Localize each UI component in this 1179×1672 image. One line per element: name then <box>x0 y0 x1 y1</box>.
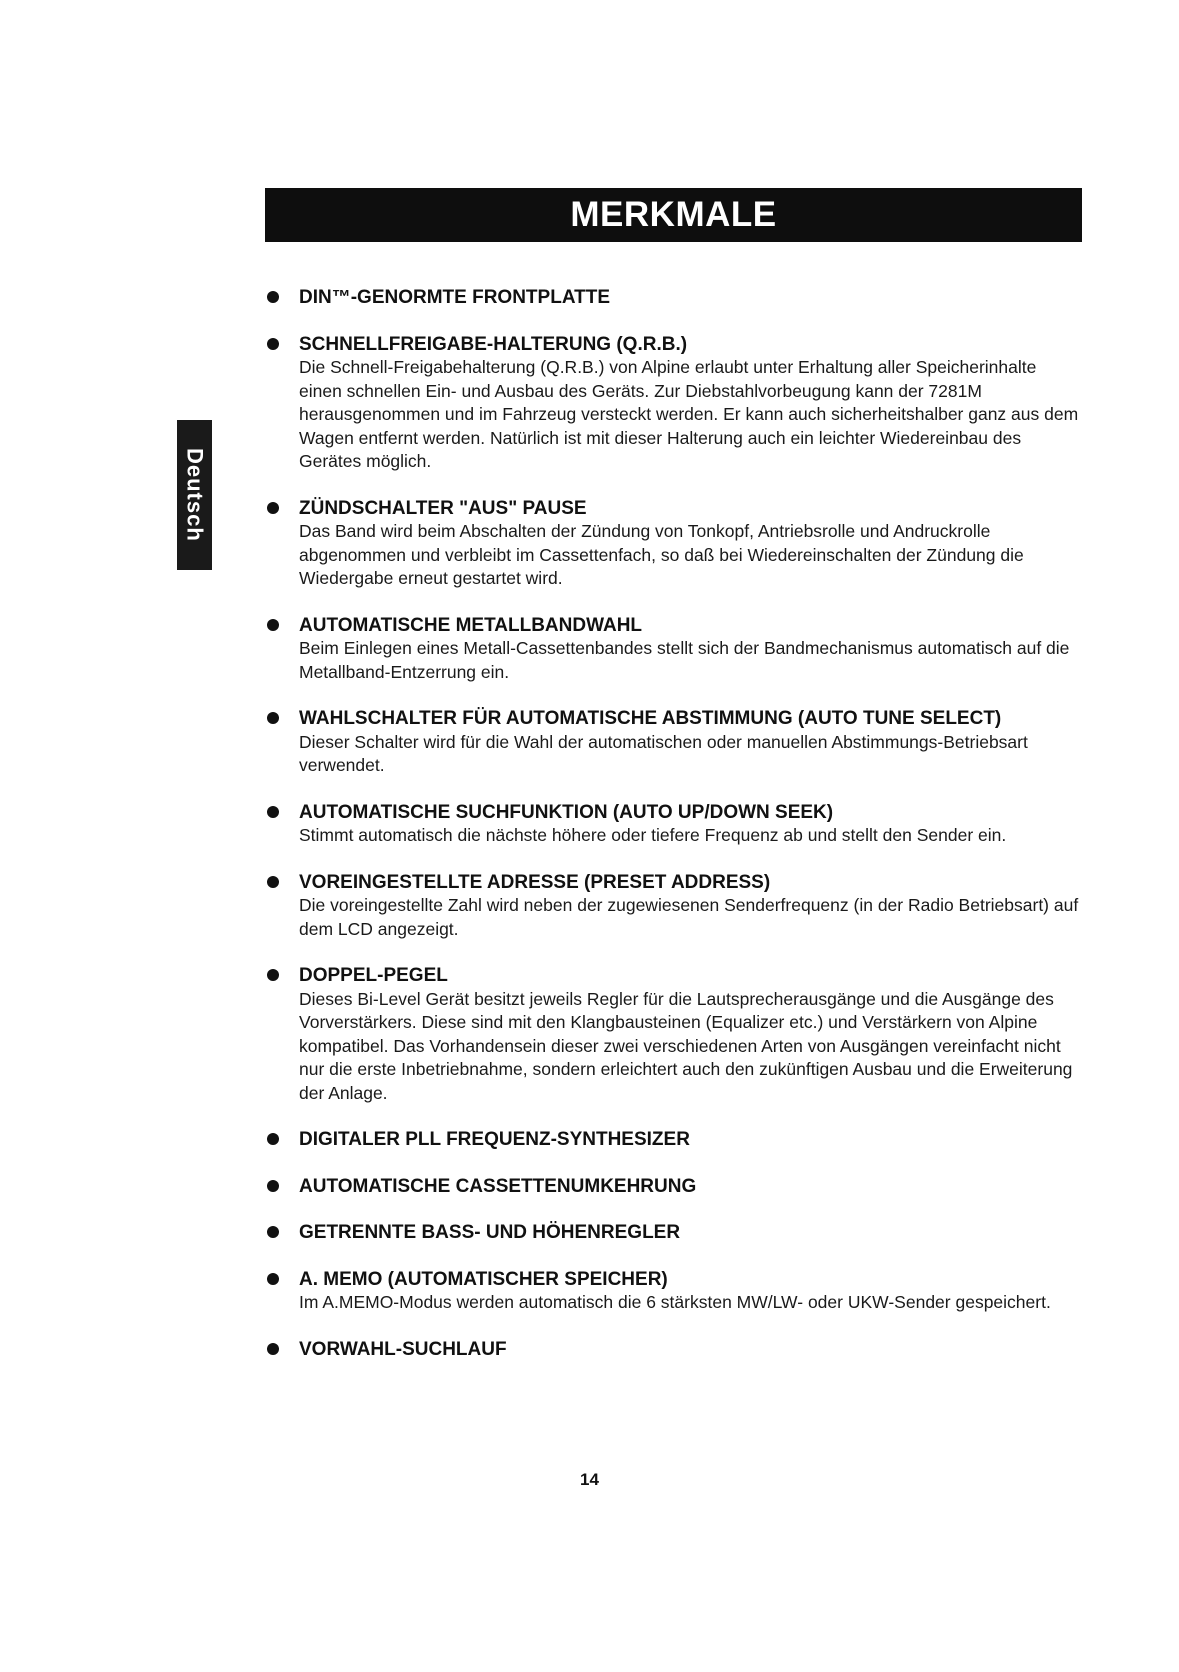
feature-item <box>267 1221 1082 1245</box>
page-number: 14 <box>580 1470 599 1489</box>
bullet-icon <box>267 619 279 631</box>
feature-title: ZÜNDSCHALTER "AUS" PAUSE <box>299 497 587 519</box>
bullet-icon <box>267 806 279 818</box>
feature-title: GETRENNTE BASS- UND HÖHENREGLER <box>299 1222 681 1243</box>
feature-description: Dieser Schalter wird für die Wahl der automatischen oder manuellen Abstimmungs-Betriebsart verwendet. <box>299 731 1028 775</box>
bullet-icon <box>267 1273 279 1285</box>
feature-item <box>267 801 1082 848</box>
bullet-icon <box>267 502 279 514</box>
feature-title: DOPPEL-PEGEL <box>299 965 448 986</box>
feature-title: DIN™-GENORMTE FRONTPLATTE <box>299 287 611 308</box>
bullet-icon <box>267 876 279 888</box>
feature-description: Dieses Bi-Level Gerät besitzt jeweils Regler für die Lautsprecherausgänge und die Ausgänge des Vorverstärkers. Diese sind mit den Klangbausteinen (Equalizer etc.) und Verstärkern von Alpine kompatibel. Das Vorhandensein dieser zwei verschiedenen Arten von Ausgängen vereinfacht nicht nur die erste Inbetriebnahme, sondern erleichtert auch den zukünftigen Ausbau und die Erweiterung der Anlage. <box>299 988 1073 1103</box>
bullet-icon <box>267 1180 279 1192</box>
bullet-icon <box>267 291 279 303</box>
feature-title: WAHLSCHALTER FÜR AUTOMATISCHE ABSTIMMUNG (AUTO TUNE SELECT) <box>299 708 1002 729</box>
feature-description: Die voreingestellte Zahl wird neben der zugewiesenen Senderfrequenz (in der Radio Betriebsart) auf dem LCD angezeigt. <box>299 895 1079 939</box>
feature-title: A. MEMO (AUTOMATISCHER SPEICHER) <box>299 1268 668 1290</box>
feature-title: DIGITALER PLL FREQUENZ-SYNTHESIZER <box>299 1129 690 1150</box>
page-title: MERKMALE <box>570 195 777 234</box>
feature-item <box>267 1268 1082 1315</box>
bullet-icon <box>267 1226 279 1238</box>
feature-item <box>267 871 1082 942</box>
feature-description: Die Schnell-Freigabehalterung (Q.R.B.) von Alpine erlaubt unter Erhaltung aller Speicherinhalte einen schnellen Ein- und Ausbau des Geräts. Zur Diebstahlvorbeugung kann der 7281M herausgenommen und im Fahrzeug versteckt werden. Er kann auch sicherheitshalber ganz aus dem Wagen entfernt werden. Natürlich ist mit dieser Halterung auch ein leichter Wiedereinbau des Gerätes möglich. <box>299 357 1079 471</box>
feature-title: VORWAHL-SUCHLAUF <box>299 1338 507 1360</box>
feature-title: AUTOMATISCHE CASSETTENUMKEHRUNG <box>299 1175 697 1197</box>
feature-item <box>267 333 1082 474</box>
feature-title: AUTOMATISCHE SUCHFUNKTION (AUTO UP/DOWN SEEK) <box>299 801 834 823</box>
bullet-icon <box>267 1343 279 1355</box>
feature-item <box>267 614 1082 685</box>
feature-title: AUTOMATISCHE METALLBANDWAHL <box>299 614 643 636</box>
bullet-icon <box>267 712 279 724</box>
section-title-bar <box>265 188 1082 242</box>
bullet-icon <box>267 338 279 350</box>
language-tab <box>177 420 212 570</box>
feature-item <box>267 964 1082 1105</box>
language-tab-label: Deutsch <box>182 448 208 542</box>
feature-item <box>267 707 1082 778</box>
feature-list <box>267 286 1082 1384</box>
feature-description: Im A.MEMO-Modus werden automatisch die 6 stärksten MW/LW- oder UKW-Sender gespeichert. <box>299 1292 1051 1312</box>
feature-item <box>267 1128 1082 1152</box>
feature-item <box>267 1338 1082 1362</box>
feature-item <box>267 286 1082 310</box>
bullet-icon <box>267 969 279 981</box>
feature-title: SCHNELLFREIGABE-HALTERUNG (Q.R.B.) <box>299 333 688 355</box>
feature-description: Stimmt automatisch die nächste höhere oder tiefere Frequenz ab und stellt den Sender ein. <box>299 825 1007 845</box>
feature-description: Das Band wird beim Abschalten der Zündung von Tonkopf, Antriebsrolle und Andruckrolle abgenommen und verbleibt im Cassettenfach, so daß bei Wiedereinschalten der Zündung die Wiedergabe erneut gestartet wird. <box>299 521 1024 588</box>
feature-title: VOREINGESTELLTE ADRESSE (PRESET ADDRESS) <box>299 871 771 893</box>
feature-item <box>267 1175 1082 1199</box>
bullet-icon <box>267 1133 279 1145</box>
feature-description: Beim Einlegen eines Metall-Cassettenbandes stellt sich der Bandmechanismus automatisch auf die Metallband-Entzerrung ein. <box>299 638 1070 682</box>
feature-item <box>267 497 1082 591</box>
